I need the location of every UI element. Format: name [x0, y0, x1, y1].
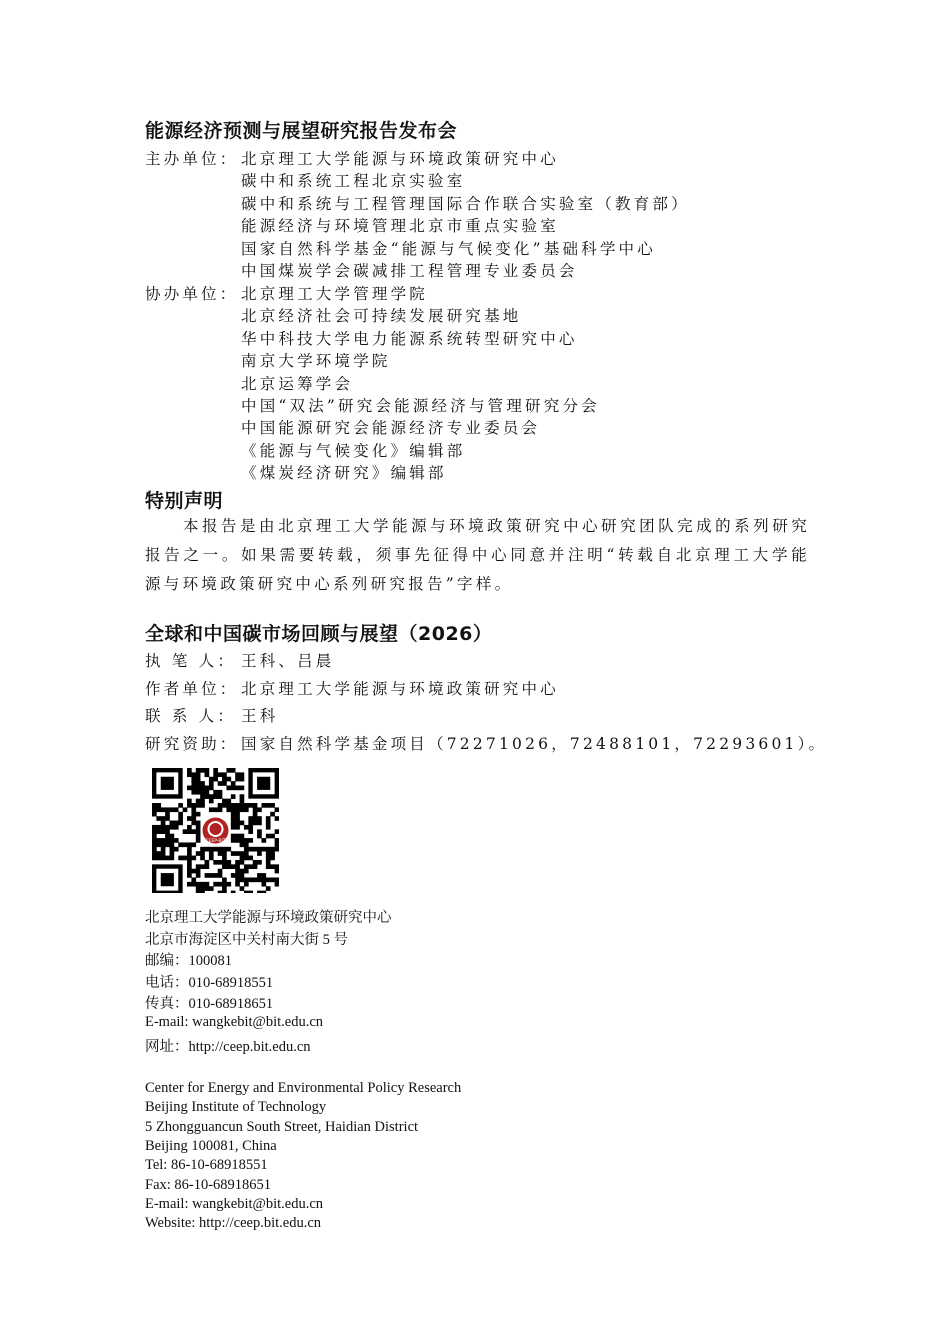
cohost-item: 《能源与气候变化》编辑部 [241, 441, 466, 460]
host-item: 碳中和系统工程北京实验室 [241, 172, 466, 191]
info-label: 联 系 人： [145, 707, 237, 725]
info-label: 作者单位： [145, 679, 239, 698]
host-item: 中国煤炭学会碳减排工程管理专业委员会 [241, 262, 578, 280]
host-item: 碳中和系统与工程管理国际合作联合实验室（教育部） [241, 194, 690, 213]
info-value: 国家自然科学基金项目（72271026，72488101，72293601）。 [241, 734, 828, 753]
contact-line: 北京理工大学能源与环境政策研究中心 [145, 910, 392, 926]
info-value: 王科 [241, 707, 279, 725]
contact-line: Tel: 86-10-68918551 [145, 1157, 268, 1174]
contact-line: 传真：010-68918651 [145, 996, 274, 1012]
info-label: 执 笔 人： [145, 652, 237, 670]
host-item: 能源经济与环境管理北京市重点实验室 [241, 217, 559, 236]
svg-text:CEEP-BIT: CEEP-BIT [205, 839, 226, 844]
info-value: 北京理工大学能源与环境政策研究中心 [241, 679, 559, 698]
host-item: 北京理工大学能源与环境政策研究中心 [241, 150, 559, 168]
host-label: 主办单位： [145, 150, 239, 168]
qr-code-image [152, 768, 279, 893]
host-item: 国家自然科学基金“能源与气候变化”基础科学中心 [241, 239, 656, 258]
cohost-item: 华中科技大学电力能源系统转型研究中心 [241, 329, 578, 348]
contact-line: 5 Zhongguancun South Street, Haidian District [145, 1118, 419, 1135]
report-title: 全球和中国碳市场回顾与展望（2026） [145, 623, 493, 645]
contact-line: Fax: 86-10-68918651 [145, 1176, 272, 1193]
cohost-item: 北京运筹学会 [241, 374, 354, 393]
contact-line: Website: http://ceep.bit.edu.cn [145, 1215, 322, 1232]
contact-line: 电话：010-68918551 [145, 974, 274, 991]
event-title: 能源经济预测与展望研究报告发布会 [145, 120, 458, 142]
statement-title: 特别声明 [145, 490, 224, 512]
contact-line: E-mail: wangkebit@bit.edu.cn [145, 1013, 324, 1030]
info-label: 研究资助： [145, 734, 239, 753]
cohost-item: 中国“双法”研究会能源经济与管理研究分会 [241, 397, 600, 415]
contact-line: 网址：http://ceep.bit.edu.cn [145, 1039, 311, 1055]
cohost-item: 中国能源研究会能源经济专业委员会 [241, 419, 541, 438]
cohost-item: 《煤炭经济研究》编辑部 [241, 464, 447, 483]
cohost-item: 北京理工大学管理学院 [241, 285, 429, 303]
contact-line: Center for Energy and Environmental Policy Research [145, 1080, 462, 1096]
info-value: 王科、吕晨 [241, 652, 335, 670]
contact-line: Beijing 100081, China [145, 1137, 277, 1154]
cohost-label: 协办单位： [145, 285, 239, 303]
statement-text: 本报告是由北京理工大学能源与环境政策研究中心研究团队完成的系列研究报告之一。如果需要转载，须事先征得中心同意并注明“转载自北京理工大学能源与环境政策研究中心系列研究报告”字样。 [145, 517, 810, 593]
contact-line: Beijing Institute of Technology [145, 1099, 327, 1116]
contact-line: E-mail: wangkebit@bit.edu.cn [145, 1195, 324, 1212]
cohost-item: 北京经济社会可持续发展研究基地 [241, 307, 522, 326]
cohost-item: 南京大学环境学院 [241, 352, 391, 371]
contact-line: 邮编：100081 [145, 953, 232, 969]
contact-line: 北京市海淀区中关村南大街 5 号 [145, 931, 348, 948]
